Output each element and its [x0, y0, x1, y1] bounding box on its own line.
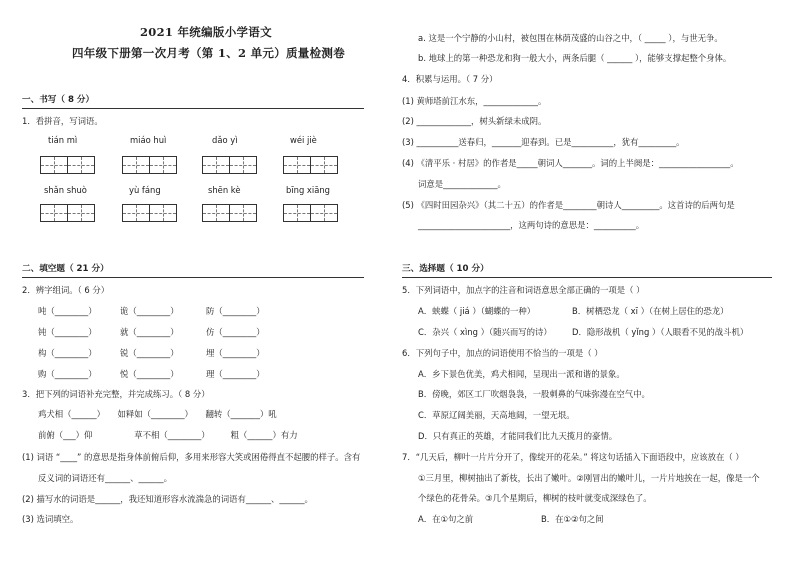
passage-text: ①三月里，柳树抽出了新枝，长出了嫩叶。②刚冒出的嫩叶儿，一片片地挨在一起，像是一个 — [418, 473, 760, 483]
option-text[interactable]: A．在①句之前 — [418, 514, 474, 524]
word-blank[interactable]: 埋（________） — [206, 348, 265, 358]
option-text[interactable]: C．杂兴（ xìng ）（随兴而写的诗） — [418, 327, 552, 337]
pinyin-label: miáo huì — [130, 135, 167, 145]
writing-grid[interactable] — [283, 156, 311, 174]
idiom-fill-row[interactable]: 前俯（___）仰 草不相（________） 粗（______）有力 — [38, 430, 298, 440]
section-1-rule — [22, 108, 364, 109]
subquestion-text: 反义词的词语还有______、______。 — [38, 473, 172, 483]
word-blank[interactable]: 悦（________） — [120, 369, 179, 379]
pinyin-label: shēn kè — [208, 185, 241, 195]
question-4: 4．积累与运用。（ 7 分） — [402, 74, 498, 84]
writing-grid[interactable] — [149, 156, 177, 174]
option-text[interactable]: A．蛱蝶（ jiá ）（蝴蝶的一种） — [418, 306, 536, 316]
pinyin-label: shǎn shuò — [44, 185, 87, 195]
passage-text: 个绿色的花骨朵。③几个星期后，柳树的枝叶就变成深绿色了。 — [418, 493, 652, 503]
word-blank[interactable]: 理（________） — [206, 369, 265, 379]
writing-grid[interactable] — [229, 156, 257, 174]
question-6: 6．下列句子中，加点的词语使用不恰当的一项是（ ） — [402, 348, 603, 358]
poem-blank[interactable]: ______________________，这两句诗的意思是：__________。 — [418, 220, 645, 230]
subquestion-text: (1) 词语 “____” 的意思是指身体前俯后仰，多用来形容大笑或困倦得直不起腰的样子。含有 — [22, 452, 361, 462]
word-blank[interactable]: 钝（________） — [38, 327, 97, 337]
option-text[interactable]: B．傍晚，郊区工厂吹烟袅袅，一股刺鼻的气味弥漫在空气中。 — [418, 389, 650, 399]
poem-blank[interactable]: (3) __________送春归，_______迎春到。已是__________，犹有_________。 — [402, 137, 685, 147]
writing-grid[interactable] — [202, 156, 230, 174]
pinyin-label: dǎo yì — [212, 135, 238, 145]
writing-grid[interactable] — [310, 156, 338, 174]
word-blank[interactable]: 购（________） — [38, 369, 97, 379]
word-blank[interactable]: 就（________） — [120, 327, 179, 337]
pinyin-label: bīng xiāng — [286, 185, 330, 195]
poem-blank[interactable]: (5) 《四时田园杂兴》（其二十五）的作者是________朝诗人_________。这首诗的后两句是 — [402, 200, 735, 210]
option-text[interactable]: D．隐形战机（ yǐng ）（人眼看不见的战斗机） — [572, 327, 749, 337]
question-2: 2．辨字组词。（ 6 分） — [22, 285, 110, 295]
subquestion-text: (2) 描写水的词语是______，我还知道形容水流湍急的词语有______、______。 — [22, 494, 313, 504]
word-blank[interactable]: 仿（________） — [206, 327, 265, 337]
word-blank[interactable]: 构（________） — [38, 348, 97, 358]
option-text[interactable]: C．草原辽阔美丽，天高地阔，一望无垠。 — [418, 410, 575, 420]
word-choice-sentence: a. 这是一个宁静的小山村，被包围在林荫茂盛的山谷之中，（ _____ ），与世无争。 — [418, 33, 723, 43]
option-text[interactable]: D．只有真正的英雄，才能同我们比九天揽月的豪情。 — [418, 431, 618, 441]
section-3-heading: 三、选择题（ 10 分） — [402, 264, 489, 274]
question-3: 3．把下列的词语补充完整，并完成练习。（ 8 分） — [22, 389, 210, 399]
writing-grid[interactable] — [67, 156, 95, 174]
writing-grid[interactable] — [40, 204, 68, 222]
option-text[interactable]: B．在①②句之间 — [541, 514, 604, 524]
word-blank[interactable]: 防（________） — [206, 306, 265, 316]
writing-grid[interactable] — [122, 156, 150, 174]
question-7: 7．“几天后，柳叶一片片分开了，像绽开的花朵。” 将这句话插入下面语段中，应该放在（ ） — [402, 452, 744, 462]
poem-blank[interactable]: (2) _____________，树头新绿未成阴。 — [402, 116, 547, 126]
question-5: 5．下列词语中，加点字的注音和词语意思全部正确的一项是（ ） — [402, 285, 645, 295]
option-text[interactable]: B．树栖恐龙（ xī ）（在树上居住的恐龙） — [572, 306, 729, 316]
poem-blank[interactable]: 词意是_____________。 — [418, 179, 506, 189]
poem-blank[interactable]: (4) 《清平乐 · 村居》的作者是_____朝词人_______。词的上半阕是：_________________。 — [402, 158, 739, 168]
word-blank[interactable]: 诡（________） — [120, 306, 179, 316]
paper-subtitle: 四年级下册第一次月考（第 1、2 单元）质量检测卷 — [72, 46, 346, 60]
writing-grid[interactable] — [122, 204, 150, 222]
idiom-fill-row[interactable]: 鸡犬相（______） 如释如（________） 翻转（_______）吼 — [38, 409, 277, 419]
writing-grid[interactable] — [40, 156, 68, 174]
word-choice-sentence: b. 地球上的第一种恐龙和狗一般大小，两条后腿（ ______ ），能够支撑起整个身体。 — [418, 53, 732, 63]
poem-blank[interactable]: (1) 黄师塔前江水东，_____________。 — [402, 96, 547, 106]
section-1-heading: 一、书写（ 8 分） — [22, 95, 95, 105]
subquestion-text: (3) 选词填空。 — [22, 514, 79, 524]
section-2-heading: 二、填空题（ 21 分） — [22, 264, 109, 274]
writing-grid[interactable] — [283, 204, 311, 222]
writing-grid[interactable] — [149, 204, 177, 222]
paper-title: 2021 年统编版小学语文 — [140, 25, 272, 39]
word-blank[interactable]: 吨（________） — [38, 306, 97, 316]
section-2-rule — [22, 277, 364, 278]
writing-grid[interactable] — [310, 204, 338, 222]
section-3-rule — [402, 277, 772, 278]
option-text[interactable]: A．乡下景色优美，鸡犬相闻，呈现出一派和谐的景象。 — [418, 369, 625, 379]
pinyin-label: yù fáng — [129, 185, 161, 195]
writing-grid[interactable] — [67, 204, 95, 222]
writing-grid[interactable] — [229, 204, 257, 222]
word-blank[interactable]: 锐（________） — [120, 348, 179, 358]
question-1: 1．看拼音，写词语。 — [22, 116, 103, 126]
pinyin-label: wéi jiè — [290, 135, 317, 145]
pinyin-label: tián mì — [48, 135, 78, 145]
writing-grid[interactable] — [202, 204, 230, 222]
